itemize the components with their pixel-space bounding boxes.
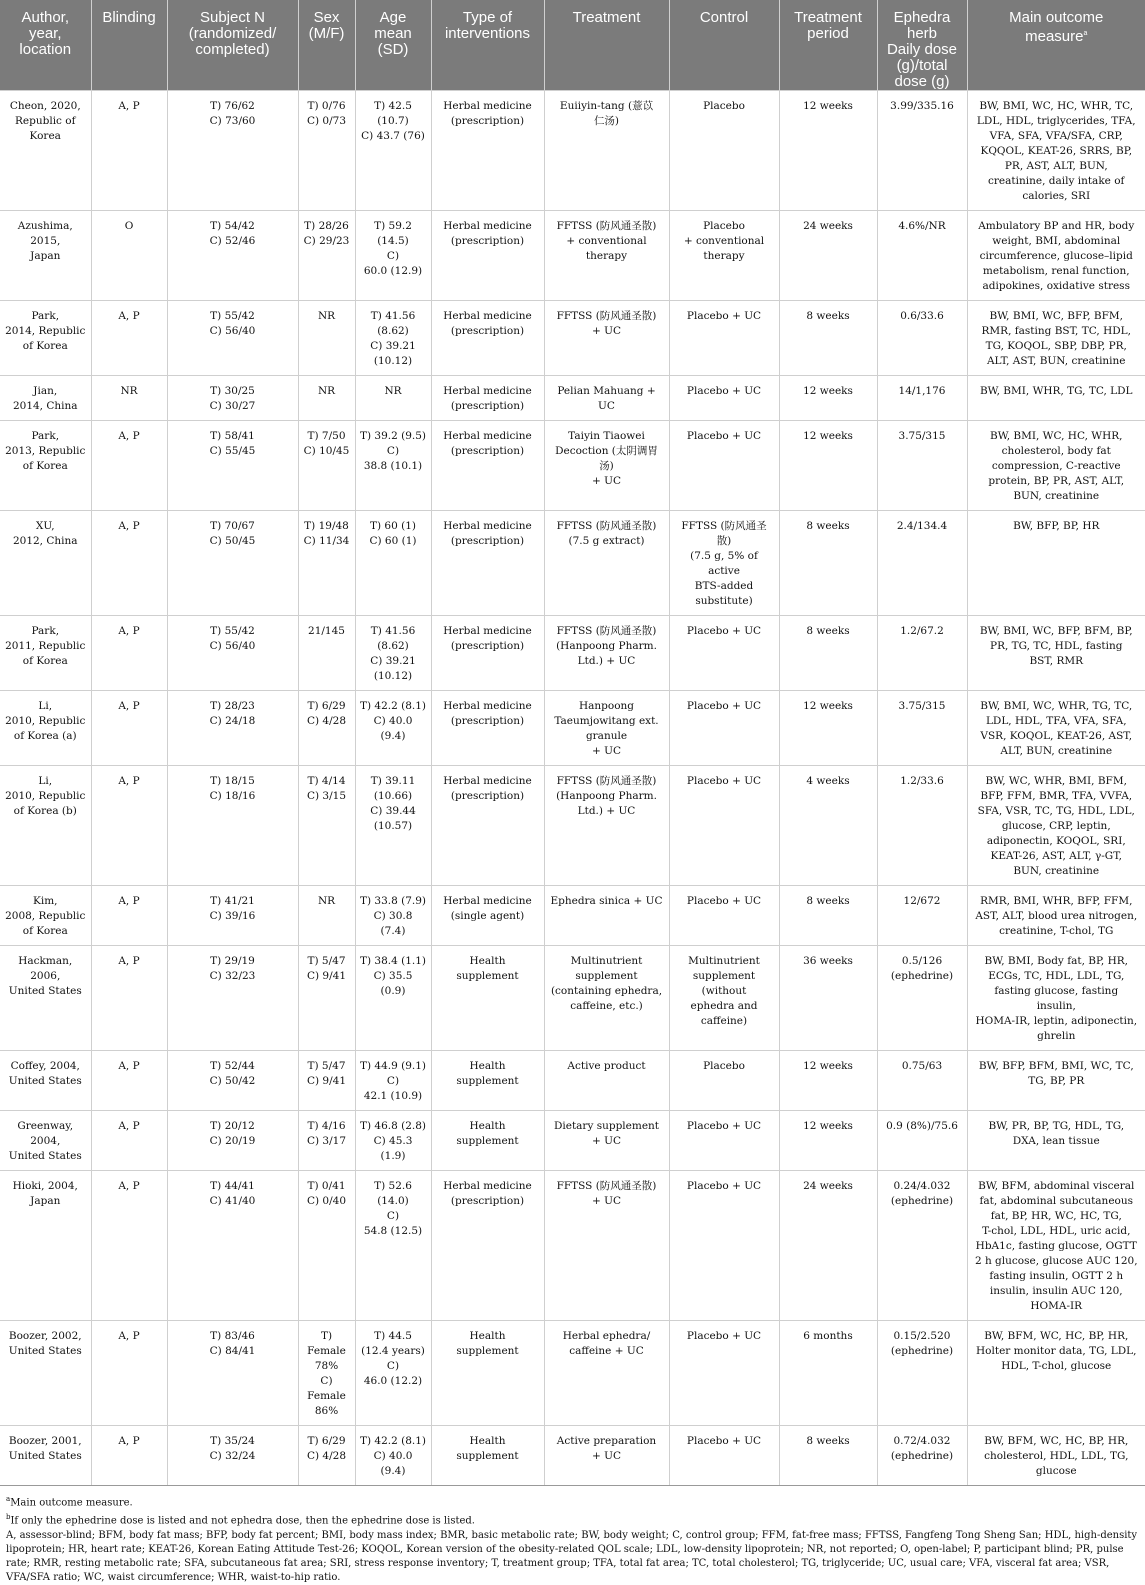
- table-cell: 3.99/335.16: [877, 91, 967, 211]
- table-cell: NR: [298, 301, 355, 376]
- table-footnotes: [0, 1485, 1145, 1585]
- column-header: Author, year, location: [0, 0, 91, 91]
- footnote-abbreviations: A, assessor-blind; BFM, body fat mass; BFP, body fat percent; BMI, body mass index; BMR, basic metabolic rate; BW, body weight; C, control group; FFM, fat-free mass; FFTSS, Fangfeng Tong Sheng San; HDL, high-density lipoprotein; HR, heart rate; KEAT-26, Korean Eating Attitude Test-26; KOQOL, Korean version of the obesity-related QOL scale; LDL, low-density lipoprotein; NR, not reported; O, open-label; P, participant blind; PR, pulse rate; RMR, resting metabolic rate; SFA, subcutaneous fat area; SRI, stress response inventory; T, treatment group; TFA, total fat area; TC, total cholesterol; TG, triglyceride; UC, usual care; VFA, visceral fat area; VSR, VFA/SFA ratio; WC, waist circumference; WHR, waist-to-hip ratio.: [6, 1529, 1138, 1583]
- table-cell: RMR, BMI, WHR, BFP, FFM, AST, ALT, blood urea nitrogen, creatinine, T-chol, TG: [967, 886, 1145, 946]
- table-cell: 0.15/2.520 (ephedrine): [877, 1321, 967, 1426]
- table-cell: T) 6/29 C) 4/28: [298, 1426, 355, 1486]
- table-row: [0, 376, 1145, 421]
- table-cell: Placebo + UC: [669, 886, 779, 946]
- table-cell: T) 52/44 C) 50/42: [167, 1051, 298, 1111]
- table-cell: 1.2/33.6: [877, 766, 967, 886]
- table-cell: FFTSS (防风通圣散) (7.5 g extract): [544, 511, 669, 616]
- table-cell: Multinutrient supplement (without ephedra and caffeine): [669, 946, 779, 1051]
- table-cell: T) 33.8 (7.9) C) 30.8 (7.4): [355, 886, 431, 946]
- table-row: [0, 766, 1145, 886]
- table-cell: Placebo + UC: [669, 616, 779, 691]
- table-cell: T) 39.2 (9.5) C) 38.8 (10.1): [355, 421, 431, 511]
- table-row: [0, 946, 1145, 1051]
- table-cell: 24 weeks: [779, 1171, 877, 1321]
- table-cell: Ephedra sinica + UC: [544, 886, 669, 946]
- table-cell: T) 44.9 (9.1) C) 42.1 (10.9): [355, 1051, 431, 1111]
- table-cell: FFTSS (防风通圣散) (Hanpoong Pharm. Ltd.) + UC: [544, 766, 669, 886]
- table-cell: 3.75/315: [877, 421, 967, 511]
- table-cell: BW, WC, WHR, BMI, BFM, BFP, FFM, BMR, TFA, VVFA, SFA, VSR, TC, TG, HDL, LDL, glucose, CRP, leptin, adiponectin, KOQOL, SRI, KEAT-26, AST, ALT, γ-GT, BUN, creatinine: [967, 766, 1145, 886]
- table-cell: 12 weeks: [779, 691, 877, 766]
- table-cell: NR: [355, 376, 431, 421]
- table-cell: Boozer, 2001, United States: [0, 1426, 91, 1486]
- table-cell: 8 weeks: [779, 511, 877, 616]
- table-cell: T) 55/42 C) 56/40: [167, 301, 298, 376]
- table-cell: Herbal medicine (prescription): [431, 421, 544, 511]
- table-cell: Placebo: [669, 91, 779, 211]
- table-cell: 0.9 (8%)/75.6: [877, 1111, 967, 1171]
- table-cell: T) 60 (1) C) 60 (1): [355, 511, 431, 616]
- table-cell: Placebo + UC: [669, 376, 779, 421]
- table-cell: Placebo + UC: [669, 766, 779, 886]
- table-row: [0, 1051, 1145, 1111]
- table-cell: Herbal medicine (prescription): [431, 691, 544, 766]
- table-cell: T) 0/76 C) 0/73: [298, 91, 355, 211]
- table-cell: 12 weeks: [779, 376, 877, 421]
- table-cell: Herbal medicine (prescription): [431, 1171, 544, 1321]
- table-row: [0, 1321, 1145, 1426]
- table-cell: Li, 2010, Republic of Korea (b): [0, 766, 91, 886]
- table-row: [0, 886, 1145, 946]
- column-header: Age mean (SD): [355, 0, 431, 91]
- table-cell: A, P: [91, 301, 167, 376]
- table-cell: T) 44.5 (12.4 years) C) 46.0 (12.2): [355, 1321, 431, 1426]
- table-cell: 0.6/33.6: [877, 301, 967, 376]
- table-cell: Euiiyin-tang (薏苡 仁汤): [544, 91, 669, 211]
- table-cell: T) 5/47 C) 9/41: [298, 946, 355, 1051]
- table-cell: FFTSS (防风通圣散) + conventional therapy: [544, 211, 669, 301]
- table-cell: Park, 2011, Republic of Korea: [0, 616, 91, 691]
- table-cell: Placebo + UC: [669, 691, 779, 766]
- table-cell: Herbal medicine (prescription): [431, 91, 544, 211]
- table-cell: BW, BFM, WC, HC, BP, HR, Holter monitor data, TG, LDL, HDL, T-chol, glucose: [967, 1321, 1145, 1426]
- column-header: Control: [669, 0, 779, 91]
- table-cell: Hioki, 2004, Japan: [0, 1171, 91, 1321]
- table-cell: T) 44/41 C) 41/40: [167, 1171, 298, 1321]
- table-cell: 8 weeks: [779, 616, 877, 691]
- table-cell: Kim, 2008, Republic of Korea: [0, 886, 91, 946]
- table-cell: A, P: [91, 1111, 167, 1171]
- table-cell: FFTSS (防风通圣散) + UC: [544, 301, 669, 376]
- table-cell: 4 weeks: [779, 766, 877, 886]
- table-cell: A, P: [91, 511, 167, 616]
- table-cell: 12 weeks: [779, 1111, 877, 1171]
- table-cell: A, P: [91, 1426, 167, 1486]
- table-cell: A, P: [91, 766, 167, 886]
- table-cell: T) 42.2 (8.1) C) 40.0 (9.4): [355, 691, 431, 766]
- table-cell: T) 4/14 C) 3/15: [298, 766, 355, 886]
- table-cell: Placebo: [669, 1051, 779, 1111]
- table-cell: BW, BMI, WC, WHR, TG, TC, LDL, HDL, TFA, VFA, SFA, VSR, KOQOL, KEAT-26, AST, ALT, BUN, creatinine: [967, 691, 1145, 766]
- table-cell: BW, PR, BP, TG, HDL, TG, DXA, lean tissue: [967, 1111, 1145, 1171]
- table-cell: T) 70/67 C) 50/45: [167, 511, 298, 616]
- column-header: Ephedra herb Daily dose (g)/total dose (g): [877, 0, 967, 91]
- table-cell: Placebo + UC: [669, 421, 779, 511]
- table-cell: A, P: [91, 1321, 167, 1426]
- table-cell: T) 41/21 C) 39/16: [167, 886, 298, 946]
- table-cell: A, P: [91, 91, 167, 211]
- table-cell: 3.75/315: [877, 691, 967, 766]
- column-header: Treatment: [544, 0, 669, 91]
- table-cell: Health supplement: [431, 1321, 544, 1426]
- table-cell: 6 months: [779, 1321, 877, 1426]
- table-cell: 8 weeks: [779, 886, 877, 946]
- table-cell: Herbal medicine (prescription): [431, 301, 544, 376]
- table-cell: 0.75/63: [877, 1051, 967, 1111]
- table-cell: BW, BFM, WC, HC, BP, HR, cholesterol, HDL, LDL, TG, glucose: [967, 1426, 1145, 1486]
- column-header: Type of interventions: [431, 0, 544, 91]
- table-cell: 0.72/4.032 (ephedrine): [877, 1426, 967, 1486]
- table-cell: Herbal medicine (prescription): [431, 211, 544, 301]
- table-cell: NR: [298, 376, 355, 421]
- table-cell: 8 weeks: [779, 1426, 877, 1486]
- table-cell: Hanpoong Taeumjowitang ext. granule + UC: [544, 691, 669, 766]
- table-cell: BW, BMI, WC, BFP, BFM, RMR, fasting BST, TC, HDL, TG, KOQOL, SBP, DBP, PR, ALT, AST, BUN, creatinine: [967, 301, 1145, 376]
- table-cell: Placebo + UC: [669, 1426, 779, 1486]
- table-cell: T) 83/46 C) 84/41: [167, 1321, 298, 1426]
- table-cell: 21/145: [298, 616, 355, 691]
- table-cell: Placebo + conventional therapy: [669, 211, 779, 301]
- table-cell: T) 39.11 (10.66) C) 39.44 (10.57): [355, 766, 431, 886]
- table-cell: A, P: [91, 616, 167, 691]
- table-cell: T) 7/50 C) 10/45: [298, 421, 355, 511]
- table-cell: Health supplement: [431, 1051, 544, 1111]
- table-cell: 0.24/4.032 (ephedrine): [877, 1171, 967, 1321]
- table-row: [0, 511, 1145, 616]
- table-cell: T) 30/25 C) 30/27: [167, 376, 298, 421]
- table-cell: T) 41.56 (8.62) C) 39.21 (10.12): [355, 616, 431, 691]
- column-header: Subject N (randomized/ completed): [167, 0, 298, 91]
- table-cell: T) 46.8 (2.8) C) 45.3 (1.9): [355, 1111, 431, 1171]
- table-cell: BW, BFP, BP, HR: [967, 511, 1145, 616]
- table-cell: T) 52.6 (14.0) C) 54.8 (12.5): [355, 1171, 431, 1321]
- table-cell: Multinutrient supplement (containing ephedra, caffeine, etc.): [544, 946, 669, 1051]
- table-cell: Health supplement: [431, 1111, 544, 1171]
- table-cell: A, P: [91, 1171, 167, 1321]
- table-row: [0, 301, 1145, 376]
- table-cell: Jian, 2014, China: [0, 376, 91, 421]
- table-row: [0, 1111, 1145, 1171]
- table-cell: Placebo + UC: [669, 1111, 779, 1171]
- table-cell: T) 54/42 C) 52/46: [167, 211, 298, 301]
- table-cell: A, P: [91, 946, 167, 1051]
- table-cell: BW, BMI, WC, HC, WHR, TC, LDL, HDL, triglycerides, TFA, VFA, SFA, VFA/SFA, CRP, KQQOL, KEAT-26, SRRS, BP, PR, AST, ALT, BUN, creatinine, daily intake of calories, SRI: [967, 91, 1145, 211]
- table-cell: BW, BMI, WC, BFP, BFM, BP, PR, TG, TC, HDL, fasting BST, RMR: [967, 616, 1145, 691]
- table-cell: T) 18/15 C) 18/16: [167, 766, 298, 886]
- table-cell: O: [91, 211, 167, 301]
- table-cell: Health supplement: [431, 946, 544, 1051]
- table-cell: FFTSS (防风通圣 散) (7.5 g, 5% of active BTS-added substitute): [669, 511, 779, 616]
- table-cell: T) 35/24 C) 32/24: [167, 1426, 298, 1486]
- table-cell: T) 29/19 C) 32/23: [167, 946, 298, 1051]
- table-cell: T) 6/29 C) 4/28: [298, 691, 355, 766]
- table-cell: Li, 2010, Republic of Korea (a): [0, 691, 91, 766]
- table-cell: A, P: [91, 421, 167, 511]
- column-header: Sex (M/F): [298, 0, 355, 91]
- table-cell: Pelian Mahuang + UC: [544, 376, 669, 421]
- table-cell: Placebo + UC: [669, 301, 779, 376]
- table-cell: 1.2/67.2: [877, 616, 967, 691]
- table-cell: Herbal medicine (single agent): [431, 886, 544, 946]
- table-cell: Placebo + UC: [669, 1321, 779, 1426]
- table-cell: Ambulatory BP and HR, body weight, BMI, abdominal circumference, glucose–lipid metabolism, renal function, adipokines, oxidative stress: [967, 211, 1145, 301]
- footnote-b: $^b$If only the ephedrine dose is listed and not ephedra dose, then the ephedrine dose is listed.: [6, 1513, 475, 1527]
- table-cell: T) 28/23 C) 24/18: [167, 691, 298, 766]
- table-row: [0, 211, 1145, 301]
- table-body: [0, 91, 1145, 1486]
- table-cell: 12/672: [877, 886, 967, 946]
- table-cell: T) 5/47 C) 9/41: [298, 1051, 355, 1111]
- table-cell: Coffey, 2004, United States: [0, 1051, 91, 1111]
- table-cell: 36 weeks: [779, 946, 877, 1051]
- table-cell: Boozer, 2002, United States: [0, 1321, 91, 1426]
- table-row: [0, 691, 1145, 766]
- table-cell: Health supplement: [431, 1426, 544, 1486]
- table-row: [0, 1171, 1145, 1321]
- table-cell: BW, BMI, WHR, TG, TC, LDL: [967, 376, 1145, 421]
- table-cell: Park, 2013, Republic of Korea: [0, 421, 91, 511]
- table-row: [0, 91, 1145, 211]
- column-header: Blinding: [91, 0, 167, 91]
- table-cell: 2.4/134.4: [877, 511, 967, 616]
- table-cell: 14/1,176: [877, 376, 967, 421]
- table-cell: XU, 2012, China: [0, 511, 91, 616]
- table-cell: Taiyin Tiaowei Decoction (太阴调胃 汤) + UC: [544, 421, 669, 511]
- table-cell: 12 weeks: [779, 1051, 877, 1111]
- table-cell: FFTSS (防风通圣散) + UC: [544, 1171, 669, 1321]
- table-cell: Park, 2014, Republic of Korea: [0, 301, 91, 376]
- table-cell: T) 38.4 (1.1) C) 35.5 (0.9): [355, 946, 431, 1051]
- table-cell: Azushima, 2015, Japan: [0, 211, 91, 301]
- column-header: Main outcome measure$^a$: [967, 0, 1145, 91]
- table-cell: 12 weeks: [779, 421, 877, 511]
- table-cell: T) Female 78% C) Female 86%: [298, 1321, 355, 1426]
- table-cell: T) 4/16 C) 3/17: [298, 1111, 355, 1171]
- table-cell: T) 59.2 (14.5) C) 60.0 (12.9): [355, 211, 431, 301]
- header-row: [0, 0, 1145, 91]
- table-cell: 0.5/126 (ephedrine): [877, 946, 967, 1051]
- table-cell: A, P: [91, 691, 167, 766]
- table-cell: 12 weeks: [779, 91, 877, 211]
- table-cell: Herbal medicine (prescription): [431, 766, 544, 886]
- table-cell: 8 weeks: [779, 301, 877, 376]
- table-cell: T) 42.2 (8.1) C) 40.0 (9.4): [355, 1426, 431, 1486]
- table-cell: T) 58/41 C) 55/45: [167, 421, 298, 511]
- table-row: [0, 616, 1145, 691]
- table-cell: T) 28/26 C) 29/23: [298, 211, 355, 301]
- table-cell: Placebo + UC: [669, 1171, 779, 1321]
- table-cell: Hackman, 2006, United States: [0, 946, 91, 1051]
- table-cell: BW, BMI, Body fat, BP, HR, ECGs, TC, HDL, LDL, TG, fasting glucose, fasting insulin, HOMA-IR, leptin, adiponectin, ghrelin: [967, 946, 1145, 1051]
- table-cell: T) 76/62 C) 73/60: [167, 91, 298, 211]
- table-cell: Active preparation + UC: [544, 1426, 669, 1486]
- table-cell: T) 41.56 (8.62) C) 39.21 (10.12): [355, 301, 431, 376]
- table-cell: Active product: [544, 1051, 669, 1111]
- table-cell: T) 20/12 C) 20/19: [167, 1111, 298, 1171]
- table-cell: Herbal medicine (prescription): [431, 616, 544, 691]
- table-cell: BW, BMI, WC, HC, WHR, cholesterol, body fat compression, C-reactive protein, BP, PR, AST, ALT, BUN, creatinine: [967, 421, 1145, 511]
- column-header: Treatment period: [779, 0, 877, 91]
- table-cell: T) 0/41 C) 0/40: [298, 1171, 355, 1321]
- table-cell: BW, BFM, abdominal visceral fat, abdominal subcutaneous fat, BP, HR, WC, HC, TG, T-chol, LDL, HDL, uric acid, HbA1c, fasting glucose, OGTT 2 h glucose, glucose AUC 120, fasting insulin, OGTT 2 h insulin, insulin AUC 120, HOMA-IR: [967, 1171, 1145, 1321]
- table-cell: A, P: [91, 1051, 167, 1111]
- table-cell: NR: [91, 376, 167, 421]
- table-cell: Herbal ephedra/ caffeine + UC: [544, 1321, 669, 1426]
- table-cell: A, P: [91, 886, 167, 946]
- table-cell: 4.6%/NR: [877, 211, 967, 301]
- table-cell: T) 42.5 (10.7) C) 43.7 (76): [355, 91, 431, 211]
- table-cell: Dietary supplement + UC: [544, 1111, 669, 1171]
- table-cell: FFTSS (防风通圣散) (Hanpoong Pharm. Ltd.) + UC: [544, 616, 669, 691]
- table-cell: NR: [298, 886, 355, 946]
- table-cell: 24 weeks: [779, 211, 877, 301]
- table-cell: BW, BFP, BFM, BMI, WC, TC, TG, BP, PR: [967, 1051, 1145, 1111]
- table-cell: Herbal medicine (prescription): [431, 376, 544, 421]
- footnote-a: $^a$Main outcome measure.: [6, 1495, 133, 1509]
- table-cell: T) 55/42 C) 56/40: [167, 616, 298, 691]
- table-row: [0, 1426, 1145, 1486]
- table-cell: Greenway, 2004, United States: [0, 1111, 91, 1171]
- table-cell: T) 19/48 C) 11/34: [298, 511, 355, 616]
- table-cell: Cheon, 2020, Republic of Korea: [0, 91, 91, 211]
- table-row: [0, 421, 1145, 511]
- table-cell: Herbal medicine (prescription): [431, 511, 544, 616]
